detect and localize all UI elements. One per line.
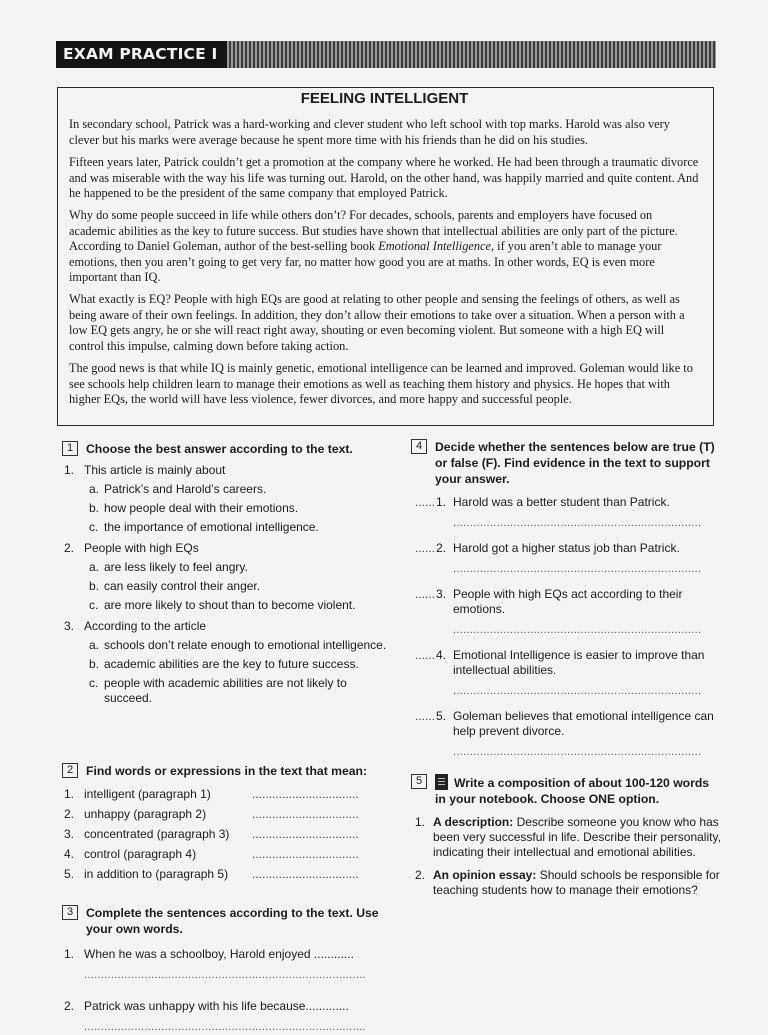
vocabulary-item <box>62 844 392 864</box>
exam-practice-banner <box>56 41 716 68</box>
book-title: Emotional Intelligence <box>378 239 491 254</box>
paragraph-3-start: Why do some people succeed in life while others don’t? For decades, schools, parents and employers have focused on academic abilities as the key to future success. But studies have shown that intellectual abilities are only part of the picture. According to Daniel Goleman, author of the best-selling book <box>69 208 678 254</box>
option-text: are less likely to feel angry. <box>104 560 248 574</box>
option-letter: b. <box>89 579 100 593</box>
evidence-line: .......................................................................... <box>453 685 702 697</box>
passage-paragraph-2: Fifteen years later, Patrick couldn’t get a promotion at the company where he worked. He had been through a traumatic divorce and was miserable with the way his life was turning out. Harold, on the other hand, was happily married and quite content. And he happened to be the president of the same company that employed Patrick. <box>69 155 699 201</box>
banner-label: EXAM PRACTICE I <box>56 41 230 68</box>
exercise-5 <box>411 774 721 898</box>
answer-option <box>62 482 392 497</box>
exercise-4 <box>411 439 721 760</box>
true-false-item <box>411 648 721 699</box>
answer-option <box>62 560 392 575</box>
tf-blank: ...... <box>415 709 436 723</box>
exercise-number-box: 5 <box>411 774 427 789</box>
item-number: 4. <box>436 648 447 662</box>
exercise-number-box: 1 <box>62 441 78 456</box>
question-text: This article is mainly about <box>84 463 226 477</box>
item-number: 4. <box>64 847 75 861</box>
vocabulary-item <box>62 804 392 824</box>
passage-paragraph-3 <box>69 208 700 285</box>
true-false-item <box>411 495 721 531</box>
option-text: how people deal with their emotions. <box>104 501 299 515</box>
exercise-5-title: Write a composition of about 100-120 words in your notebook. Choose ONE option. <box>435 776 710 806</box>
item-text: intelligent (paragraph 1) <box>84 787 211 801</box>
answer-option <box>62 676 392 706</box>
exercise-3 <box>62 905 382 1035</box>
answer-option <box>62 598 392 613</box>
option-text: are more likely to shout than to become violent. <box>104 598 356 612</box>
exercise-3-heading <box>62 905 382 937</box>
answer-line: .................................................................................... <box>84 969 366 981</box>
item-text: Patrick was unhappy with his life because............. <box>84 999 349 1013</box>
notebook-icon <box>435 774 448 790</box>
item-text: control (paragraph 4) <box>84 847 197 861</box>
question <box>62 619 392 634</box>
item-text: Harold was a better student than Patrick. <box>453 495 670 509</box>
exercise-3-items <box>62 947 382 1035</box>
exercise-4-items <box>411 495 721 760</box>
item-text: concentrated (paragraph 3) <box>84 827 230 841</box>
exercise-2 <box>62 763 392 884</box>
evidence-line: .......................................................................... <box>453 517 702 529</box>
item-number: 5. <box>64 867 75 881</box>
option-letter: c. <box>89 676 99 690</box>
paragraph-3-end: , if you aren’t able to manage your emotions, then you aren’t going to get very far, no matter how good you are at maths. In other words, EQ is even more important than IQ. <box>69 239 662 285</box>
option-text: schools don’t relate enough to emotional intelligence. <box>104 638 387 652</box>
item-number: 3. <box>436 587 447 601</box>
option-text: Describe someone you know who has been very successful in life. Describe their personality, indicating their intellectual and emotional abilities. <box>433 815 721 859</box>
sentence-item <box>62 947 382 962</box>
answer-blank: ................................ <box>252 867 359 881</box>
banner-stripes <box>227 41 716 68</box>
evidence-line: .......................................................................... <box>453 624 702 636</box>
reading-passage <box>57 87 714 426</box>
answer-option <box>62 501 392 516</box>
exercise-2-heading <box>62 763 392 779</box>
item-number: 3. <box>64 827 75 841</box>
question-number: 3. <box>64 619 75 633</box>
vocabulary-item <box>62 864 392 884</box>
composition-option <box>411 815 721 860</box>
answer-option <box>62 579 392 594</box>
option-text: people with academic abilities are not likely to succeed. <box>104 676 347 705</box>
passage-paragraph-1: In secondary school, Patrick was a hard-working and clever student who left school with top marks. Harold was also very clever but his marks were average because he spent more time with his friends than he did on his studies. <box>69 117 670 147</box>
vocabulary-item <box>62 824 392 844</box>
exercise-4-heading <box>411 439 721 487</box>
true-false-item <box>411 709 721 760</box>
item-number: 2. <box>415 868 426 882</box>
item-number: 2. <box>436 541 447 555</box>
tf-blank: ...... <box>415 648 436 662</box>
option-label: A description: <box>433 815 514 829</box>
exercise-1-heading <box>62 441 392 457</box>
true-false-item <box>411 587 721 638</box>
answer-line: .................................................................................... <box>84 1021 366 1033</box>
exercise-1 <box>62 441 392 706</box>
answer-option <box>62 657 392 672</box>
option-letter: b. <box>89 657 100 671</box>
item-number: 5. <box>436 709 447 723</box>
item-number: 2. <box>64 999 75 1013</box>
question-number: 2. <box>64 541 75 555</box>
item-text: unhappy (paragraph 2) <box>84 807 207 821</box>
true-false-item <box>411 541 721 577</box>
question <box>62 463 392 478</box>
question <box>62 541 392 556</box>
option-text: Patrick’s and Harold’s careers. <box>104 482 267 496</box>
item-text: When he was a schoolboy, Harold enjoyed ............ <box>84 947 354 961</box>
exercise-number-box: 4 <box>411 439 427 454</box>
answer-blank: ................................ <box>252 807 359 821</box>
exercise-5-heading <box>411 774 721 807</box>
exercise-1-questions <box>62 463 392 706</box>
question-number: 1. <box>64 463 75 477</box>
item-text: Emotional Intelligence is easier to improve than intellectual abilities. <box>453 648 705 677</box>
tf-blank: ...... <box>415 541 436 555</box>
answer-blank: ................................ <box>252 787 359 801</box>
passage-paragraph-4: What exactly is EQ? People with high EQs are good at relating to other people and sensing the feelings of others, as well as being aware of their own feelings. In addition, they don’t allow their emotions to take over a situation. When a person with a low EQ gets angry, he or she will react right away, shouting or even becoming violent. But someone with a high EQ will control this impulse, calming down before taking action. <box>69 292 685 353</box>
sentence-item <box>62 999 382 1014</box>
evidence-line: .......................................................................... <box>453 746 702 758</box>
option-text: the importance of emotional intelligence. <box>104 520 319 534</box>
question-text: People with high EQs <box>84 541 199 555</box>
item-number: 1. <box>64 787 75 801</box>
question-text: According to the article <box>84 619 207 633</box>
answer-option <box>62 638 392 653</box>
item-number: 1. <box>436 495 447 509</box>
passage-title: FEELING INTELLIGENT <box>300 90 469 107</box>
vocabulary-item <box>62 784 392 804</box>
answer-option <box>62 520 392 535</box>
option-letter: a. <box>89 560 100 574</box>
exercise-5-items <box>411 815 721 898</box>
passage-paragraph-5: The good news is that while IQ is mainly genetic, emotional intelligence can be learned and improved. Goleman would like to see schools help children learn to manage their emotions as well as teaching them history and physics. He hopes that with higher EQs, the world will have less violence, fewer divorces, and more happy and successful people. <box>69 361 693 406</box>
option-label: An opinion essay: <box>433 868 537 882</box>
answer-blank: ................................ <box>252 827 359 841</box>
tf-blank: ...... <box>415 495 436 509</box>
evidence-line: .......................................................................... <box>453 563 702 575</box>
option-text: Should schools be responsible for teaching students how to manage their emotions? <box>433 868 720 897</box>
exercise-2-title: Find words or expressions in the text that mean: <box>86 764 368 778</box>
option-letter: b. <box>89 501 100 515</box>
option-text: can easily control their anger. <box>104 579 261 593</box>
item-number: 2. <box>64 807 75 821</box>
exercise-1-title: Choose the best answer according to the text. <box>86 442 353 456</box>
item-text: Goleman believes that emotional intelligence can help prevent divorce. <box>453 709 714 738</box>
option-text: academic abilities are the key to future success. <box>104 657 359 671</box>
item-text: in addition to (paragraph 5) <box>84 867 229 881</box>
exercise-3-title: Complete the sentences according to the text. Use your own words. <box>86 906 379 936</box>
option-letter: c. <box>89 520 99 534</box>
composition-option <box>411 868 721 898</box>
option-letter: a. <box>89 482 100 496</box>
exercise-4-title: Decide whether the sentences below are true (T) or false (F). Find evidence in the text to support your answer. <box>435 440 715 486</box>
option-letter: a. <box>89 638 100 652</box>
item-text: Harold got a higher status job than Patrick. <box>453 541 680 555</box>
option-letter: c. <box>89 598 99 612</box>
exercise-number-box: 3 <box>62 905 78 920</box>
item-number: 1. <box>415 815 426 829</box>
tf-blank: ...... <box>415 587 436 601</box>
item-number: 1. <box>64 947 75 961</box>
answer-blank: ................................ <box>252 847 359 861</box>
exercise-number-box: 2 <box>62 763 78 778</box>
item-text: People with high EQs act according to their emotions. <box>453 587 683 616</box>
exercise-2-items <box>62 784 392 884</box>
